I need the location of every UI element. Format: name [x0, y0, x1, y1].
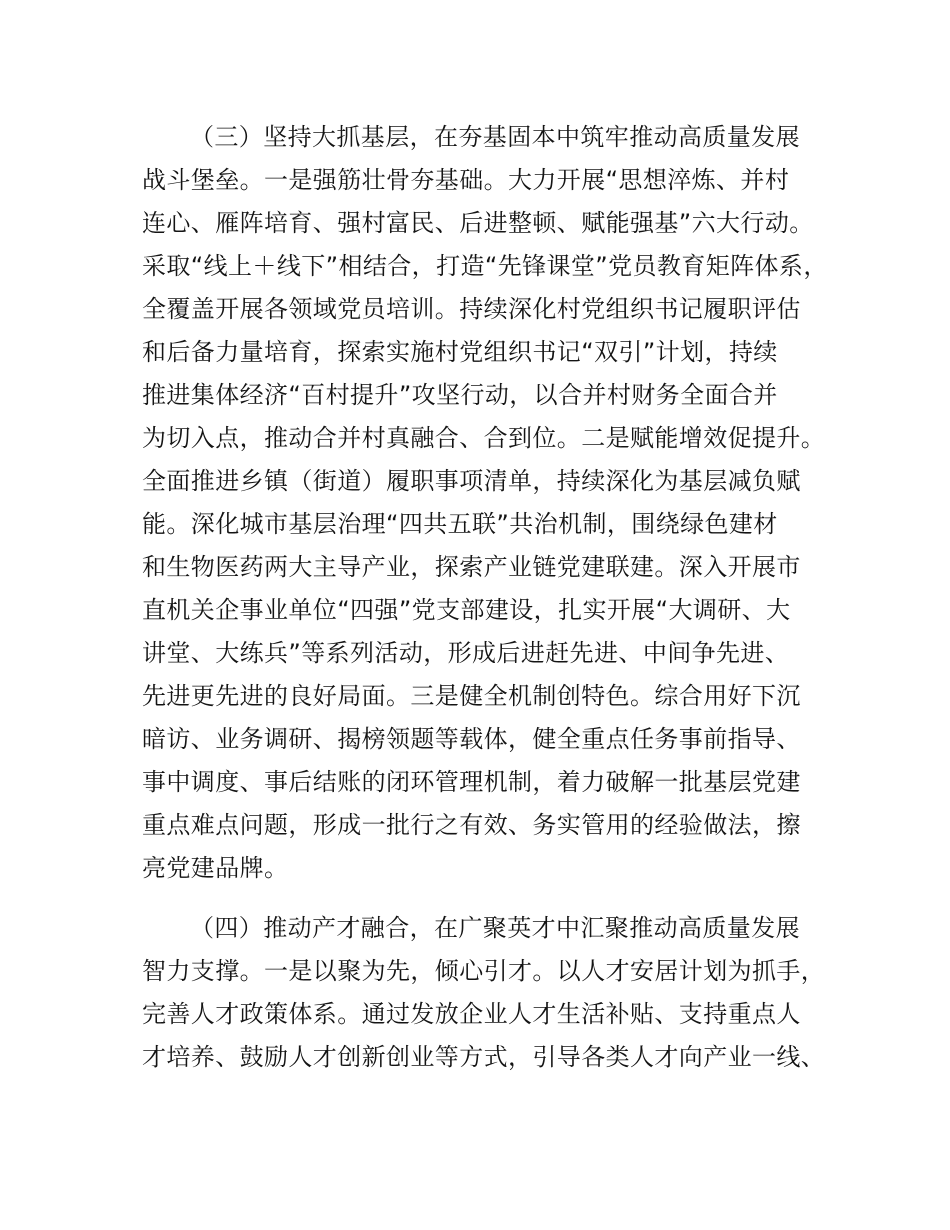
text-line: 为切入点，推动合并村真融合、合到位。二是赋能增效促提升。 — [142, 424, 826, 452]
text-line: 直机关企事业单位“四强”党支部建设，扎实开展“大调研、大 — [142, 596, 791, 624]
text-line: 暗访、业务调研、揭榜领题等载体，健全重点任务事前指导、 — [142, 725, 801, 753]
text-line: 事中调度、事后结账的闭环管理机制，着力破解一批基层党建 — [142, 768, 801, 796]
text-line: 才培养、鼓励人才创新创业等方式，引导各类人才向产业一线、 — [142, 1043, 826, 1071]
text-line: 推进集体经济“百村提升”攻坚行动，以合并村财务全面合并 — [142, 381, 778, 409]
text-line: 和后备力量培育，探索实施村党组织书记“双引”计划，持续 — [142, 338, 778, 366]
text-line: 亮党建品牌。 — [142, 854, 289, 882]
text-line: 重点难点问题，形成一批行之有效、务实管用的经验做法，擦 — [142, 811, 801, 839]
text-line: 先进更先进的良好局面。三是健全机制创特色。综合用好下沉 — [142, 682, 801, 710]
text-line: 连心、雁阵培育、强村富民、后进整顿、赋能强基”六大行动。 — [142, 209, 814, 237]
text-line: 全覆盖开展各领域党员培训。持续深化村党组织书记履职评估 — [142, 295, 801, 323]
paragraph-3-heading-line: （三）坚持大抓基层，在夯基固本中筑牢推动高质量发展 — [190, 123, 800, 151]
text-line: 完善人才政策体系。通过发放企业人才生活补贴、支持重点人 — [142, 1000, 801, 1028]
paragraph-4-heading-line: （四）推动产才融合，在广聚英才中汇聚推动高质量发展 — [190, 914, 800, 942]
text-line: 采取“线上＋线下”相结合，打造“先锋课堂”党员教育矩阵体系， — [142, 252, 828, 280]
text-line: 能。深化城市基层治理“四共五联”共治机制，围绕绿色建材 — [142, 510, 778, 538]
text-line: 讲堂、大练兵”等系列活动，形成后进赶先进、中间争先进、 — [142, 639, 790, 667]
text-line: 战斗堡垒。一是强筋壮骨夯基础。大力开展“思想淬炼、并村 — [142, 166, 790, 194]
text-line: 和生物医药两大主导产业，探索产业链党建联建。深入开展市 — [142, 553, 801, 581]
text-line: 智力支撑。一是以聚为先，倾心引才。以人才安居计划为抓手， — [142, 957, 826, 985]
text-line: 全面推进乡镇（街道）履职事项清单，持续深化为基层减负赋 — [142, 467, 801, 495]
